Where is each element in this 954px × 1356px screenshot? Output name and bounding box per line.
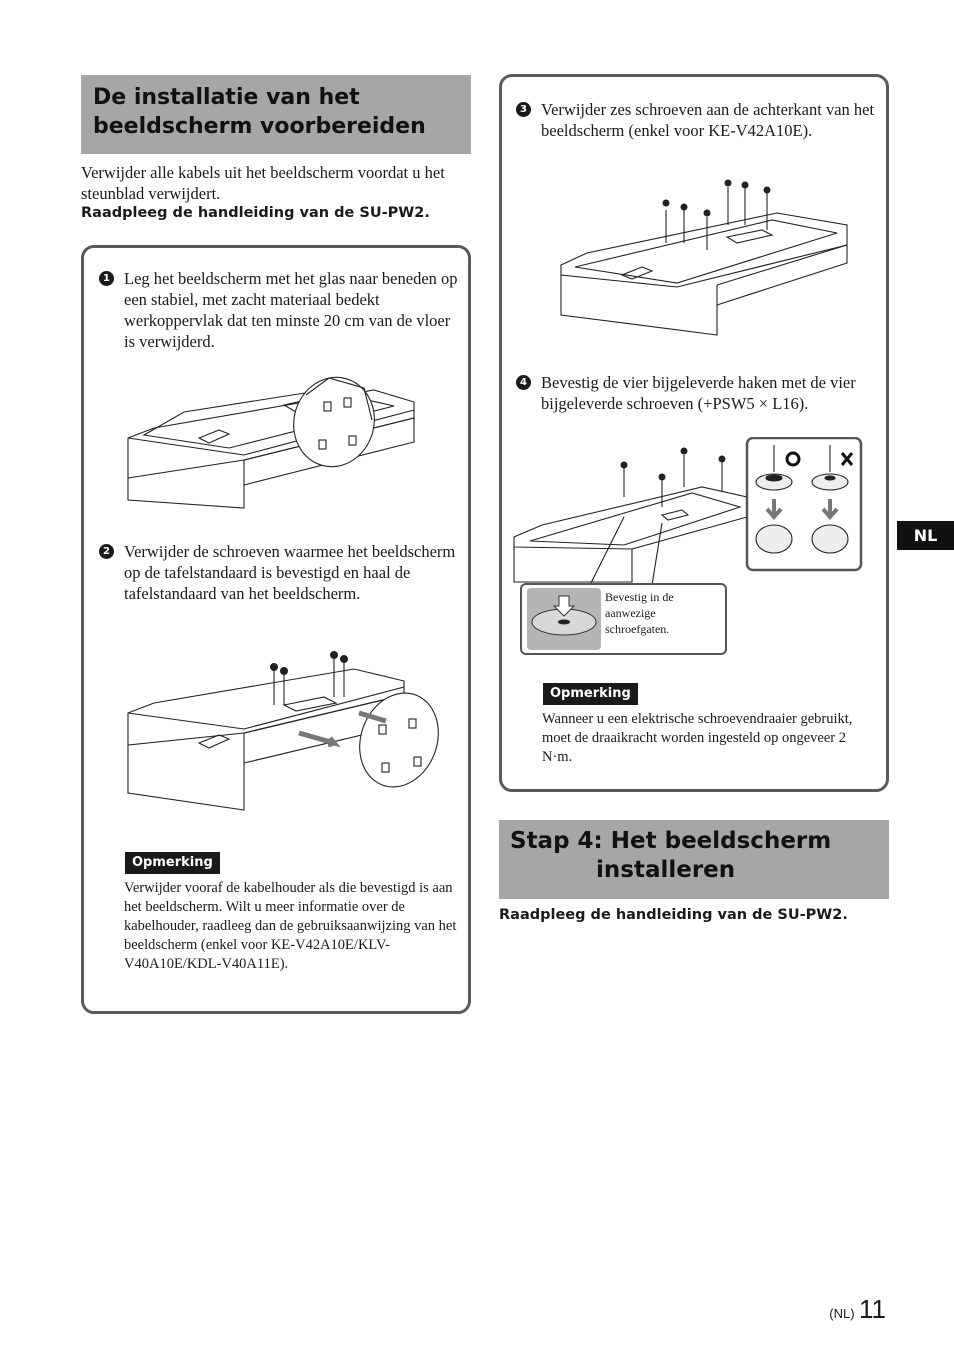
illustration-remove-six-screws <box>557 175 857 345</box>
note-label: Opmerking <box>125 852 220 874</box>
step-text: Bevestig de vier bijgeleverde haken met de vier bijgeleverde schroeven (+PSW5 × L16). <box>541 373 856 413</box>
section-heading-line1: Stap 4: Het beeldscherm <box>510 828 832 854</box>
section-heading-line2: beeldscherm voorbereiden <box>93 114 426 139</box>
step-3 <box>516 99 876 141</box>
page-number <box>829 1294 886 1325</box>
step-number: 4 <box>516 375 531 390</box>
note-text: Verwijder vooraf de kabelhouder als die bevestigd is aan het beeldscherm. Wilt u meer informatie over de kabelhouder, raadleeg dan de gebruiksaanwijzing van het beeldscherm (enkel voor KE-V42A10E/KLV-V40A10E/KDL-V40A11E). <box>124 880 457 972</box>
step-text: Leg het beeldscherm met het glas naar beneden op een stabiel, met zacht materiaal bedekt werkoppervlak dat ten minste 20 cm van de vloer is verwijderd. <box>124 269 458 351</box>
step-text: Verwijder de schroeven waarmee het beeldscherm op de tafelstandaard is bevestigd en haal de tafelstandaard van het beeldscherm. <box>124 542 456 603</box>
step-number: 1 <box>99 271 114 286</box>
illustration-attach-hooks <box>512 437 872 587</box>
section-heading-line1: De installatie van het <box>93 85 360 110</box>
step-text: Verwijder zes schroeven aan de achterkant van het beeldscherm (enkel voor KE-V42A10E). <box>541 100 875 140</box>
section-heading-step4 <box>499 820 889 899</box>
step-4 <box>516 372 876 414</box>
note-text: Wanneer u een elektrische schroevendraaier gebruikt, moet de draaikracht worden ingesteld op ongeveer 2 N·m. <box>542 711 853 765</box>
page-number-value: 11 <box>859 1294 886 1324</box>
reference-text: Raadpleeg de handleiding van de SU-PW2. <box>81 205 430 221</box>
language-tab: NL <box>897 521 954 550</box>
section-heading-line2: installeren <box>596 857 736 883</box>
illustration-monitor-face-down <box>124 360 424 510</box>
note-label: Opmerking <box>543 683 638 705</box>
page-number-prefix: (NL) <box>829 1306 855 1321</box>
step-number: 2 <box>99 544 114 559</box>
step-1 <box>99 268 459 352</box>
step-number: 3 <box>516 102 531 117</box>
step-2 <box>99 541 459 604</box>
section-heading <box>81 75 471 154</box>
reference-text: Raadpleeg de handleiding van de SU-PW2. <box>499 907 848 923</box>
intro-text: Verwijder alle kabels uit het beeldscherm voordat u het steunblad verwijdert. <box>81 163 445 203</box>
illustration-remove-stand <box>124 645 444 815</box>
screw-hole-icon <box>527 588 601 650</box>
callout-text: Bevestig in de aanwezige schroefgaten. <box>605 590 674 636</box>
